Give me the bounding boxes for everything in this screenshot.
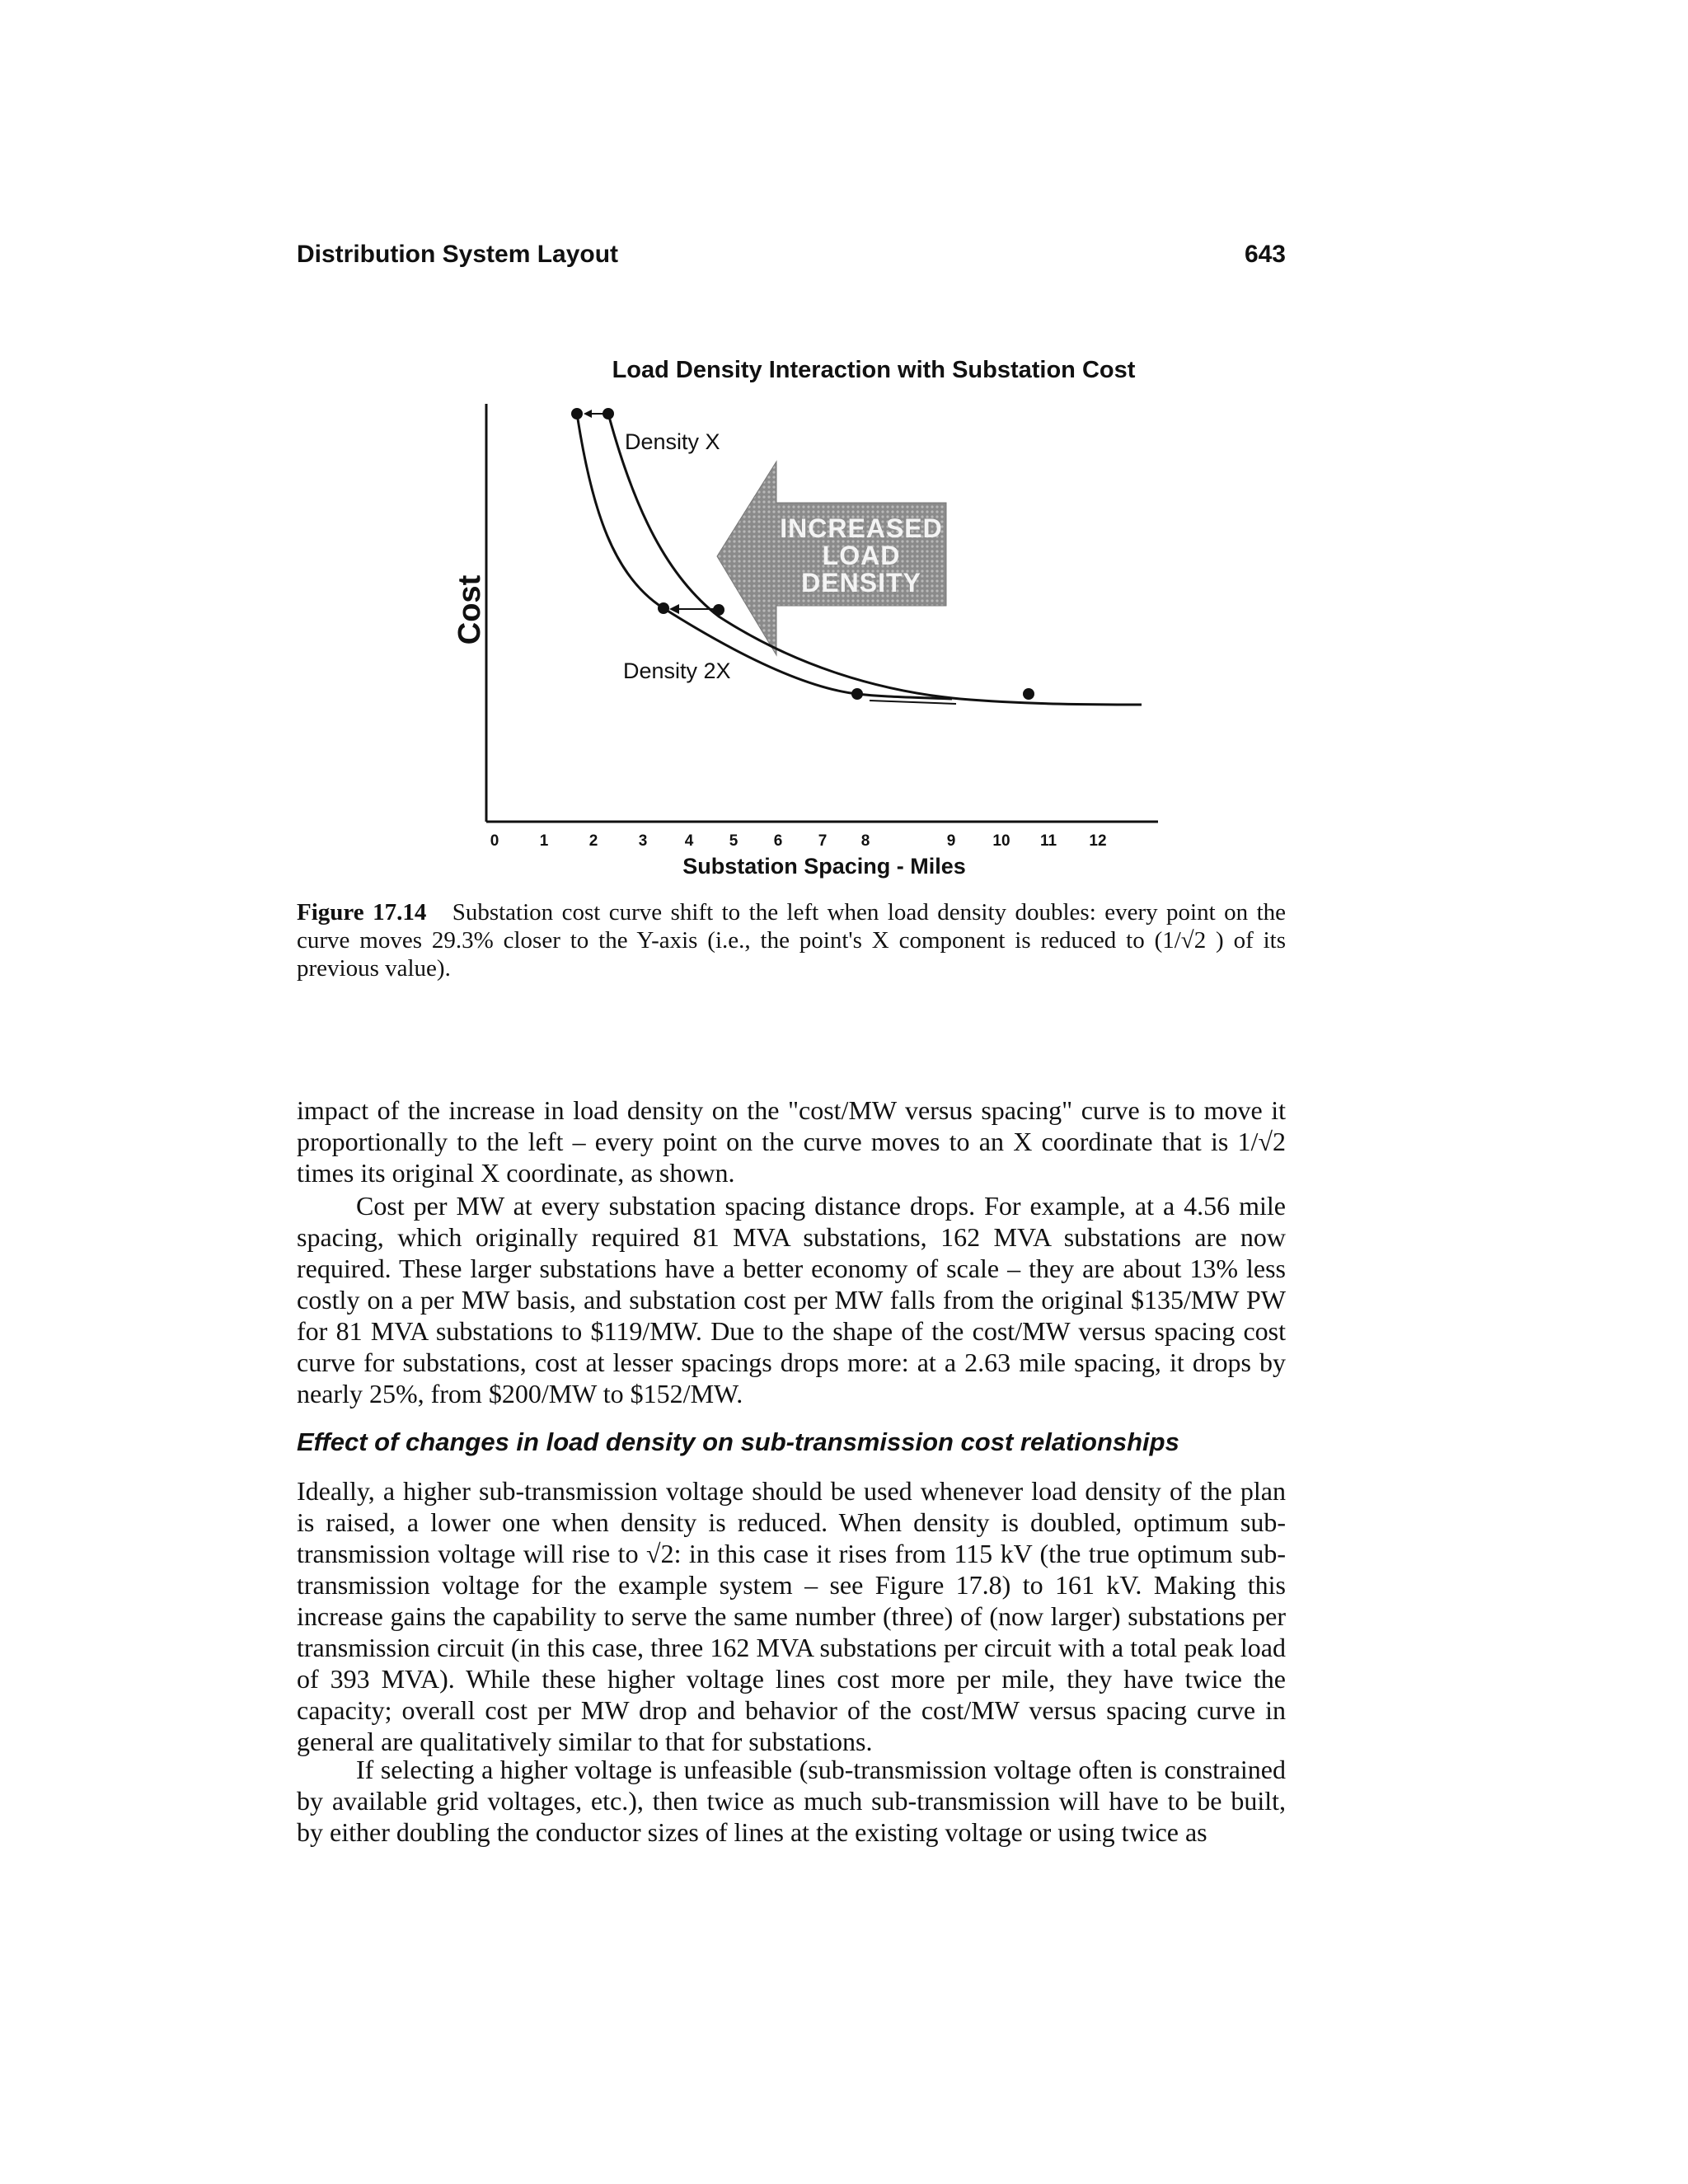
- figure-title: Load Density Interaction with Substation Cost: [612, 357, 1136, 383]
- x-tick-label: 0: [490, 832, 499, 850]
- shift-arrow: [870, 701, 956, 704]
- point-marker: [571, 408, 583, 419]
- figure-caption-label: Figure 17.14: [297, 899, 427, 926]
- point-marker: [851, 688, 863, 700]
- x-tick-label: 8: [860, 832, 870, 850]
- label-density-x: Density X: [625, 429, 720, 454]
- x-axis-label: Substation Spacing - Miles: [682, 854, 966, 879]
- x-tick-label: 4: [684, 832, 694, 850]
- x-tick-label: 6: [773, 832, 783, 850]
- point-marker: [603, 408, 614, 419]
- body-paragraph: [297, 1094, 1286, 1188]
- figure-caption-text: Substation cost curve shift to the left when load density doubles: every point on the curve moves 29.3% closer to the Y-axis (i.e., the point's X component is reduced to (1/√2 ) of its previous value).: [297, 899, 1286, 982]
- body-paragraph: [297, 1754, 1286, 1848]
- label-density-2x: Density 2X: [623, 658, 731, 683]
- x-tick-label: 12: [1089, 832, 1107, 850]
- arrowhead: [584, 410, 592, 418]
- body-paragraph: [297, 1190, 1286, 1409]
- x-tick-label: 9: [946, 832, 956, 850]
- x-tick-label: 2: [588, 832, 598, 850]
- section-heading: Effect of changes in load density on sub-transmission cost relationships: [297, 1427, 1179, 1456]
- arrow-text-line-1: INCREASED: [780, 513, 943, 543]
- x-tick-label: 11: [1039, 832, 1057, 850]
- paragraph-text: Cost per MW at every substation spacing distance drops. For example, at a 4.56 mile spacing, which originally required 81 MVA substations, 162 MVA substations are now required. These larger substations have a better economy of scale – they are about 13% less costly on a per MW basis, and substation cost per MW falls from the original $135/MW PW for 81 MVA substations to $119/MW. Due to the shape of the cost/MW versus spacing cost curve for substations, cost at lesser spacings drops more: at a 2.63 mile spacing, it drops by nearly 25%, from $200/MW to $152/MW.: [297, 1191, 1286, 1408]
- paragraph-text: Ideally, a higher sub-transmission voltage should be used whenever load density of the plan is raised, a lower one when density is reduced. When density is doubled, optimum sub-transmission voltage will rise to √2: in this case it rises from 115 kV (the true optimum sub-transmission voltage for the example system – see Figure 17.8) to 161 kV. Making this increase gains the capability to serve the same number (three) of (now larger) substations per transmission circuit (in this case, three 162 MVA substations per circuit with a total peak load of 393 MVA). While these higher voltage lines cost more per mile, they have twice the capacity; overall cost per MW drop and behavior of the cost/MW versus spacing curve in general are qualitatively similar to that for substations.: [297, 1476, 1286, 1756]
- point-marker: [658, 602, 669, 614]
- page-number: 643: [1244, 241, 1286, 268]
- figure-load-density-chart: [0, 0, 1688, 890]
- arrow-text-line-2: LOAD: [822, 541, 901, 570]
- point-marker: [713, 604, 724, 616]
- x-tick-label: 10: [992, 832, 1010, 850]
- body-paragraph: [297, 1475, 1286, 1757]
- x-tick-label: 1: [539, 832, 549, 850]
- x-tick-label: 5: [729, 832, 738, 850]
- paragraph-text: impact of the increase in load density on the "cost/MW versus spacing" curve is to move it proportionally to the left – every point on the curve moves to an X coordinate that is 1/√2 times its original X coordinate, as shown.: [297, 1095, 1286, 1188]
- x-tick-label: 7: [818, 832, 828, 850]
- running-head-title: Distribution System Layout: [297, 241, 619, 268]
- figure-caption: [297, 898, 1286, 982]
- arrow-text-line-3: DENSITY: [801, 568, 921, 598]
- x-tick-label: 3: [638, 832, 648, 850]
- paragraph-text: If selecting a higher voltage is unfeasible (sub-transmission voltage often is constrained by available grid voltages, etc.), then twice as much sub-transmission will have to be built, by either doubling the conductor sizes of lines at the existing voltage or using twice as: [297, 1755, 1286, 1847]
- y-axis-label: Cost: [452, 574, 487, 645]
- point-marker: [1023, 688, 1034, 700]
